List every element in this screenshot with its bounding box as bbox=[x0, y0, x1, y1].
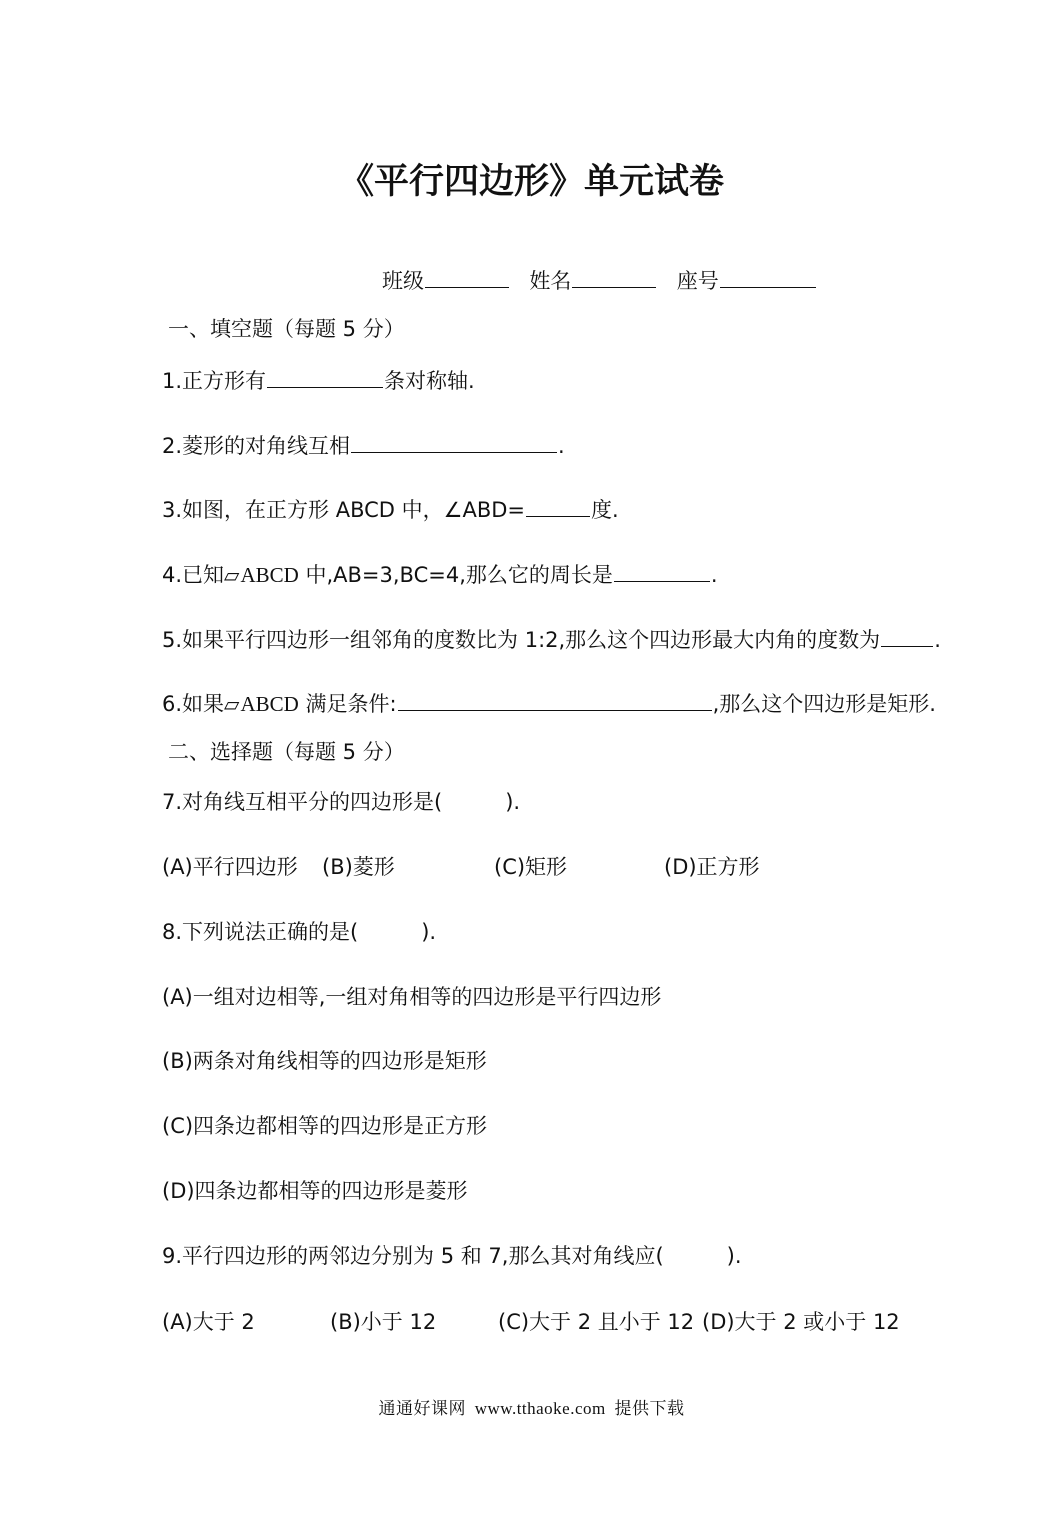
question-5 bbox=[162, 630, 941, 651]
q5-blank bbox=[881, 645, 933, 647]
question-3 bbox=[162, 500, 619, 521]
q7-options bbox=[162, 857, 760, 878]
q4-abcd: ABCD bbox=[240, 563, 299, 587]
question-2 bbox=[162, 436, 565, 457]
name-label: 姓名 bbox=[529, 269, 572, 293]
q8-option-d: (D)四条边都相等的四边形是菱形 bbox=[162, 1179, 468, 1203]
parallelogram-symbol: ▱ bbox=[224, 563, 240, 587]
q1-tail: 条对称轴. bbox=[384, 369, 475, 393]
q6-blank bbox=[398, 709, 712, 711]
seat-blank bbox=[720, 286, 816, 288]
question-7: 7.对角线互相平分的四边形是( ). bbox=[162, 790, 521, 814]
option-d: (D)正方形 bbox=[664, 855, 760, 879]
option-c: (C)大于 2 且小于 12 bbox=[498, 1310, 695, 1334]
q3-blank bbox=[526, 515, 590, 517]
q4-blank bbox=[614, 580, 710, 582]
name-blank bbox=[572, 286, 656, 288]
section2-heading: 二、选择题（每题 5 分） bbox=[168, 740, 405, 764]
q5-tail: . bbox=[934, 628, 941, 652]
question-4 bbox=[162, 565, 718, 586]
seat-label: 座号 bbox=[676, 269, 719, 293]
q3-tail: 度. bbox=[591, 498, 619, 522]
class-blank bbox=[425, 286, 509, 288]
q6-text: 6.如果 bbox=[162, 692, 225, 716]
q8-option-b: (B)两条对角线相等的四边形是矩形 bbox=[162, 1049, 487, 1073]
option-a: (A)平行四边形 bbox=[162, 855, 298, 879]
question-6 bbox=[162, 694, 936, 715]
q5-text: 5.如果平行四边形一组邻角的度数比为 1:2,那么这个四边形最大内角的度数为 bbox=[162, 628, 881, 652]
question-8: 8.下列说法正确的是( ). bbox=[162, 920, 437, 944]
option-a: (A)大于 2 bbox=[162, 1310, 255, 1334]
question-9: 9.平行四边形的两邻边分别为 5 和 7,那么其对角线应( ). bbox=[162, 1244, 742, 1268]
q1-text: 1.正方形有 bbox=[162, 369, 267, 393]
q8-option-c: (C)四条边都相等的四边形是正方形 bbox=[162, 1114, 488, 1138]
section1-heading: 一、填空题（每题 5 分） bbox=[168, 317, 405, 341]
q9-options bbox=[162, 1312, 900, 1333]
q3-text: 3.如图，在正方形 ABCD 中，∠ABD= bbox=[162, 498, 525, 522]
q6-abcd: ABCD bbox=[240, 692, 299, 716]
class-label: 班级 bbox=[382, 269, 424, 293]
q6-tail: ,那么这个四边形是矩形. bbox=[712, 692, 936, 716]
question-1 bbox=[162, 371, 475, 392]
q2-text: 2.菱形的对角线互相 bbox=[162, 434, 351, 458]
q6-mid: 满足条件: bbox=[298, 692, 397, 716]
parallelogram-symbol: ▱ bbox=[224, 692, 240, 716]
q2-blank bbox=[351, 451, 557, 453]
option-d: (D)大于 2 或小于 12 bbox=[702, 1310, 900, 1334]
option-b: (B)小于 12 bbox=[330, 1310, 437, 1334]
q8-option-a: (A)一组对边相等,一组对角相等的四边形是平行四边形 bbox=[162, 985, 662, 1009]
q1-blank bbox=[267, 386, 383, 388]
exam-title: 《平行四边形》单元试卷 bbox=[338, 162, 724, 202]
q4-tail: . bbox=[710, 563, 718, 587]
q4-mid: 中,AB=3,BC=4,那么它的周长是 bbox=[298, 563, 613, 587]
option-c: (C)矩形 bbox=[494, 855, 568, 879]
q4-text: 4.已知 bbox=[162, 563, 225, 587]
option-b: (B)菱形 bbox=[322, 855, 395, 879]
q2-tail: . bbox=[558, 434, 565, 458]
footer-credit: 通通好课网 www.tthaoke.com 提供下载 bbox=[378, 1399, 685, 1418]
student-info-row bbox=[382, 271, 817, 292]
